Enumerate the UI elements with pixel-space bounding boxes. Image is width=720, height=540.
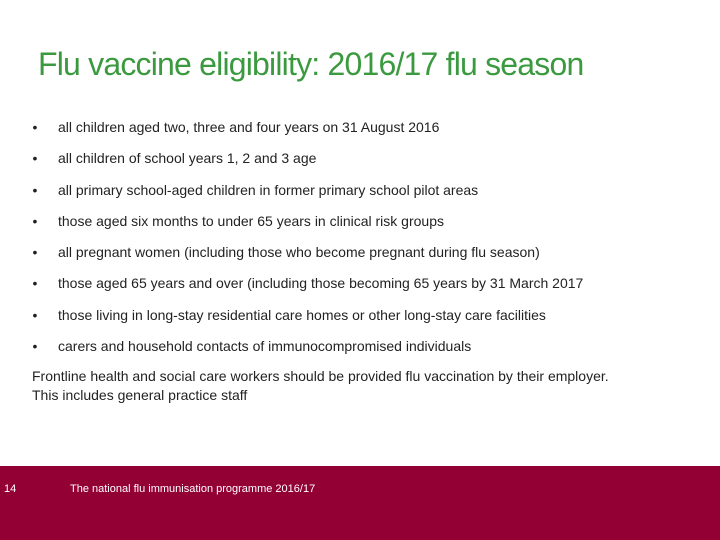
bullet-icon: • (32, 150, 38, 167)
bullet-icon: • (32, 119, 38, 135)
bullet-icon: • (32, 181, 38, 198)
list-item-text: those aged 65 years and over (including those becoming 65 years by 31 March 2017 (58, 275, 584, 292)
list-item-text: all children aged two, three and four years on 31 August 2016 (58, 119, 440, 135)
bullet-icon: • (32, 244, 38, 261)
note-line: Frontline health and social care workers should be provided flu vaccination by their employer. (32, 368, 609, 384)
list-item-text: those aged six months to under 65 years in clinical risk groups (58, 212, 444, 229)
slide-number: 14 (4, 483, 17, 495)
list-item-text: all primary school-aged children in former primary school pilot areas (58, 181, 479, 198)
list-item-text: those living in long-stay residential care homes or other long-stay care facilities (58, 306, 546, 323)
list-item-text: carers and household contacts of immunocompromised individuals (58, 338, 472, 355)
slide-title: Flu vaccine eligibility: 2016/17 flu season (38, 46, 584, 82)
bullet-icon: • (32, 338, 38, 355)
bullet-icon: • (32, 306, 38, 323)
list-item-text: all children of school years 1, 2 and 3 age (58, 150, 317, 167)
note-line: This includes general practice staff (32, 387, 248, 403)
footer-bar (0, 466, 720, 540)
list-item-text: all pregnant women (including those who become pregnant during flu season) (58, 244, 540, 261)
footer-title: The national flu immunisation programme 2016/17 (70, 483, 316, 495)
bullet-icon: • (32, 212, 38, 229)
bullet-icon: • (32, 275, 38, 292)
frontline-workers-note (32, 367, 702, 405)
